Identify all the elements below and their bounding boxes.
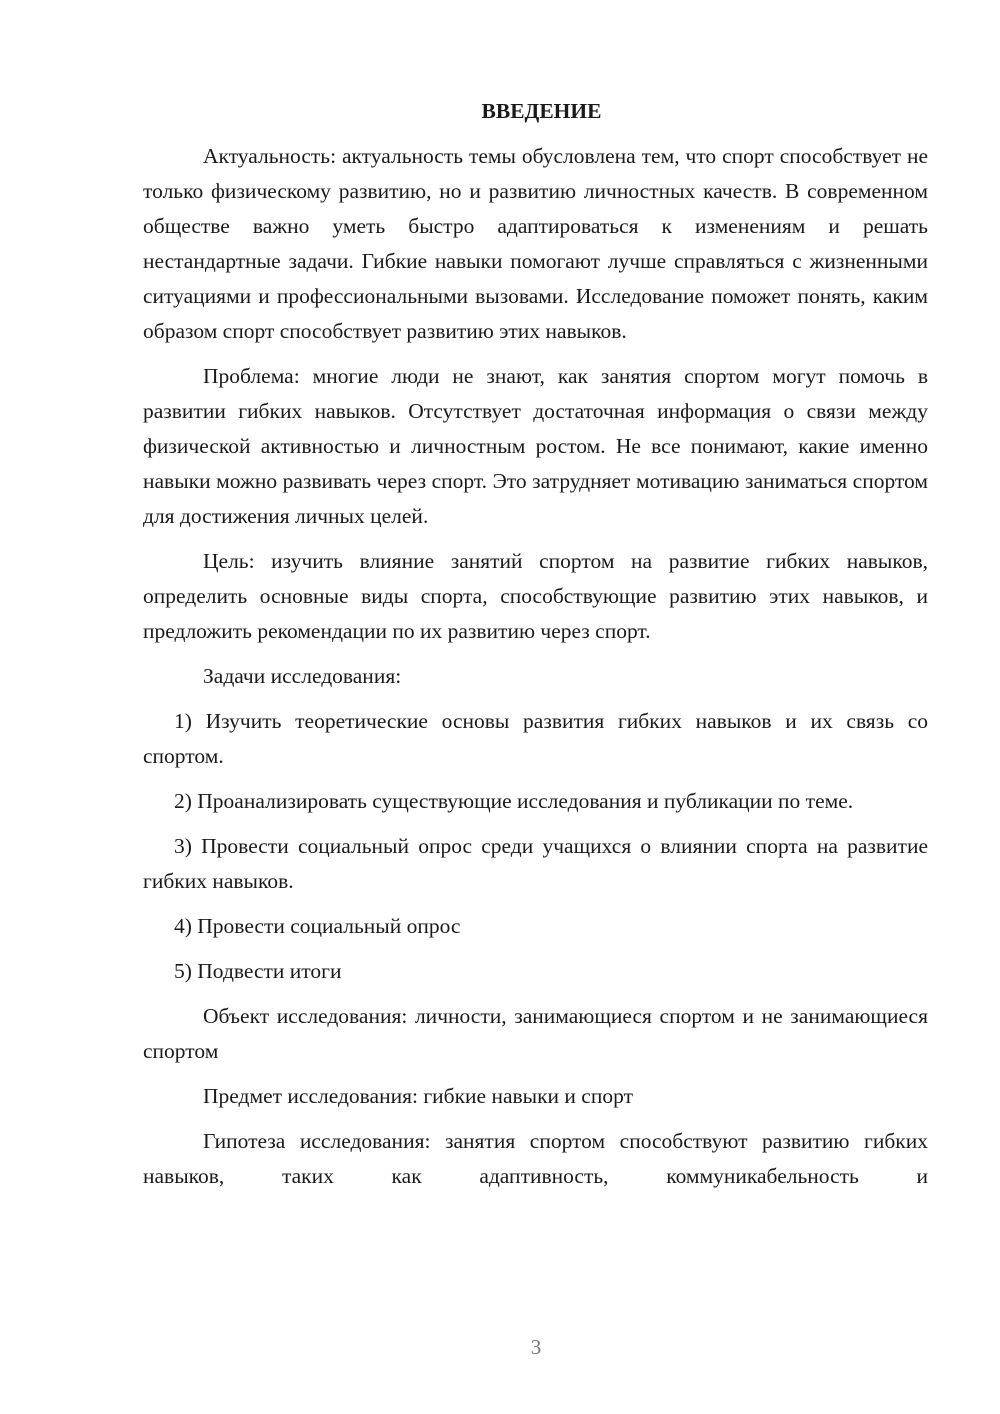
list-item: 3) Провести социальный опрос среди учащихся о влиянии спорта на развитие гибких навыков. [143,834,928,893]
document-body [143,94,928,1194]
paragraph-problem: Проблема: многие люди не знают, как занятия спортом могут помочь в развитии гибких навыков. Отсутствует достаточная информация о связи между физической активностью и личностным ростом. Не все понимают, какие именно навыки можно развивать через спорт. Это затрудняет мотивацию заниматься спортом для достижения личных целей. [143,364,928,528]
list-item: 5) Подвести итоги [174,959,342,983]
list-item: 1) Изучить теоретические основы развития гибких навыков и их связь со спортом. [143,709,928,768]
paragraph-object: Объект исследования: личности, занимающиеся спортом и не занимающиеся спортом [143,1004,928,1063]
list-item: 4) Провести социальный опрос [174,914,461,938]
paragraph-subject: Предмет исследования: гибкие навыки и спорт [203,1084,633,1108]
paragraph-tasks-intro: Задачи исследования: [203,664,402,688]
section-heading: ВВЕДЕНИЕ [481,99,602,123]
tasks-list [143,704,928,989]
list-item: 2) Проанализировать существующие исследования и публикации по теме. [174,789,854,813]
page-number: 3 [530,1335,542,1359]
paragraph-relevance: Актуальность: актуальность темы обусловлена тем, что спорт способствует не только физическому развитию, но и развитию личностных качеств. В современном обществе важно уметь быстро адаптироваться к изменениям и решать нестандартные задачи. Гибкие навыки помогают лучше справляться с жизненными ситуациями и профессиональными вызовами. Исследование поможет понять, каким образом спорт способствует развитию этих навыков. [143,144,928,343]
paragraph-goal: Цель: изучить влияние занятий спортом на развитие гибких навыков, определить основные виды спорта, способствующие развитию этих навыков, и предложить рекомендации по их развитию через спорт. [143,549,928,643]
paragraph-hypothesis: Гипотеза исследования: занятия спортом способствуют развитию гибких навыков, таких как адаптивность, коммуникабельность и [143,1129,928,1188]
